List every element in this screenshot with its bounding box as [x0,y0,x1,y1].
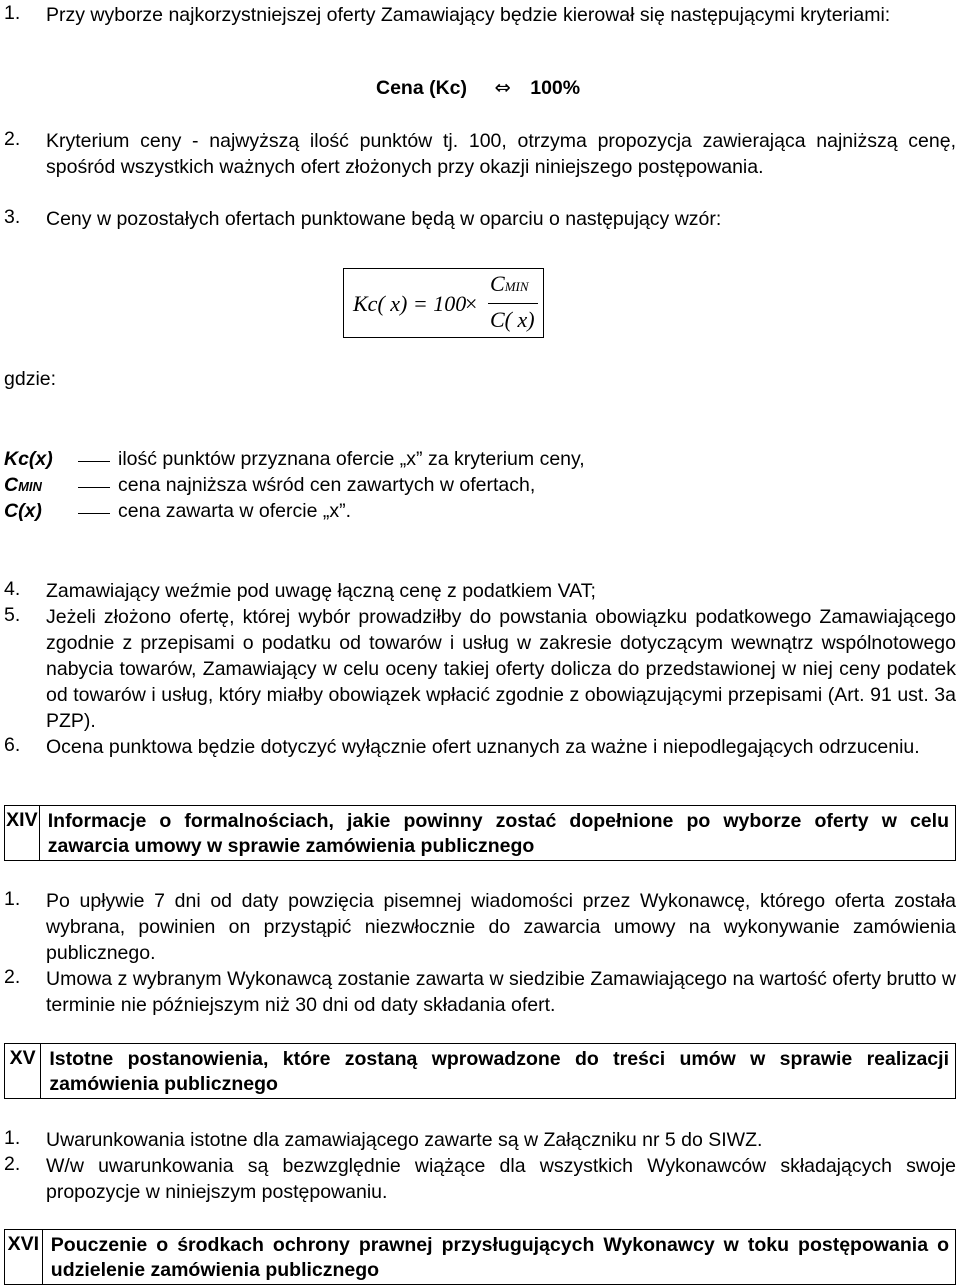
section-header-xvi [4,1229,956,1285]
times-icon: × [465,291,478,316]
paragraph-tax-obligation: Jeżeli złożono ofertę, której wybór prowadziłby do powstania obowiązku podatkowego Zamawiającego zgodnie z przepisami o podatku od towarów i usług w zakresie dotyczącym wewnątrz wspólnotowego nabycia towarów, Zamawiający w celu oceny takiej oferty dolicza do przedstawionej w niej ceny podatek od towarów i usług, który miałby obowiązek wpłacić zgodnie z obowiązującymi przepisami (Art. 91 ust. 3a PZP). [46,606,956,732]
double-arrow-icon: ⇔ [494,76,511,99]
paragraph-attachment: Uwarunkowania istotne dla zamawiającego zawarte są w Załączniku nr 5 do SIWZ. [46,1129,763,1151]
formula-box [343,268,544,338]
formula-denominator: C( x) [490,307,535,332]
criterion-weight: 100% [530,77,581,99]
paragraph-price-criterion: Kryterium ceny - najwyższą ilość punktów tj. 100, otrzyma propozycja zawierająca najniższą cenę, spośród wszystkich ważnych ofert złożonych przy okazji niniejszego postępowania. [46,130,956,178]
numerator-symbol: C [490,271,505,296]
item-number: 6. [4,734,21,756]
fraction-bar [488,303,538,304]
criterion-label: Cena (Kc) [376,77,468,99]
formula-lhs: Kc( x) = 100 [353,291,467,316]
paragraph-criteria: Przy wyborze najkorzystniejszej oferty Zamawiający będzie kierował się następującymi kryteriami: [46,4,891,26]
numerator-subscript: MIN [504,279,529,294]
formula-numerator [490,271,529,297]
item-number: 1. [4,1127,21,1149]
item-number: 5. [4,604,21,626]
definition-dash [78,461,110,462]
criterion-line [376,76,580,100]
section-header-xiv [4,805,956,861]
definition-text: ilość punktów przyznana ofercie „x” za kryterium ceny, [118,448,585,470]
section-title: Istotne postanowienia, które zostaną wprowadzone do treści umów w sprawie realizacji zamówienia publicznego [49,1048,949,1095]
definition-symbol: Kc(x) [4,448,53,470]
definition-dash [78,513,110,514]
item-number: 2. [4,1153,21,1175]
definition-text: cena najniższa wśród cen zawartych w ofertach, [118,474,536,496]
section-number: XVI [5,1230,43,1284]
symbol-main: C [4,474,19,496]
section-title: Informacje o formalnościach, jakie powinny zostać dopełnione po wyborze oferty w celu zawarcia umowy w sprawie zamówienia publicznego [47,810,949,857]
paragraph-contract-timing: Po upływie 7 dni od daty powzięcia pisemnej wiadomości przez Wykonawcę, którego oferta została wybrana, powinien on przystąpić niezwłocznie do zawarcia umowy na wykonywanie zamówienia publicznego. [46,890,956,964]
item-number: 3. [4,206,21,228]
paragraph-binding: W/w uwarunkowania są bezwzględnie wiążące dla wszystkich Wykonawców składających swoje propozycje w niniejszym postępowaniu. [46,1155,956,1203]
item-number: 1. [4,888,21,910]
section-title: Pouczenie o środkach ochrony prawnej przysługujących Wykonawcy w toku postępowania o udzielenie zamówienia publicznego [50,1234,949,1281]
where-label: gdzie: [4,368,57,390]
section-header-xv [4,1043,956,1099]
definition-symbol [4,474,42,497]
definition-symbol: C(x) [4,500,42,522]
item-number: 2. [4,966,21,988]
paragraph-scoring-scope: Ocena punktowa będzie dotyczyć wyłącznie ofert uznanych za ważne i niepodlegających odrzuceniu. [46,736,920,758]
section-number: XV [5,1044,41,1098]
paragraph-contract-place: Umowa z wybranym Wykonawcą zostanie zawarta w siedzibie Zamawiającego na wartość oferty brutto w terminie nie późniejszym niż 30 dni od daty składania ofert. [46,968,956,1016]
item-number: 4. [4,578,21,600]
section-number: XIV [5,806,40,860]
definition-dash [78,487,110,488]
item-number: 1. [4,2,21,24]
definition-text: cena zawarta w ofercie „x”. [118,500,352,522]
item-number: 2. [4,128,21,150]
paragraph-formula-intro: Ceny w pozostałych ofertach punktowane będą w oparciu o następujący wzór: [46,208,722,230]
paragraph-vat: Zamawiający weźmie pod uwagę łączną cenę z podatkiem VAT; [46,580,596,602]
symbol-subscript: MIN [18,479,42,494]
